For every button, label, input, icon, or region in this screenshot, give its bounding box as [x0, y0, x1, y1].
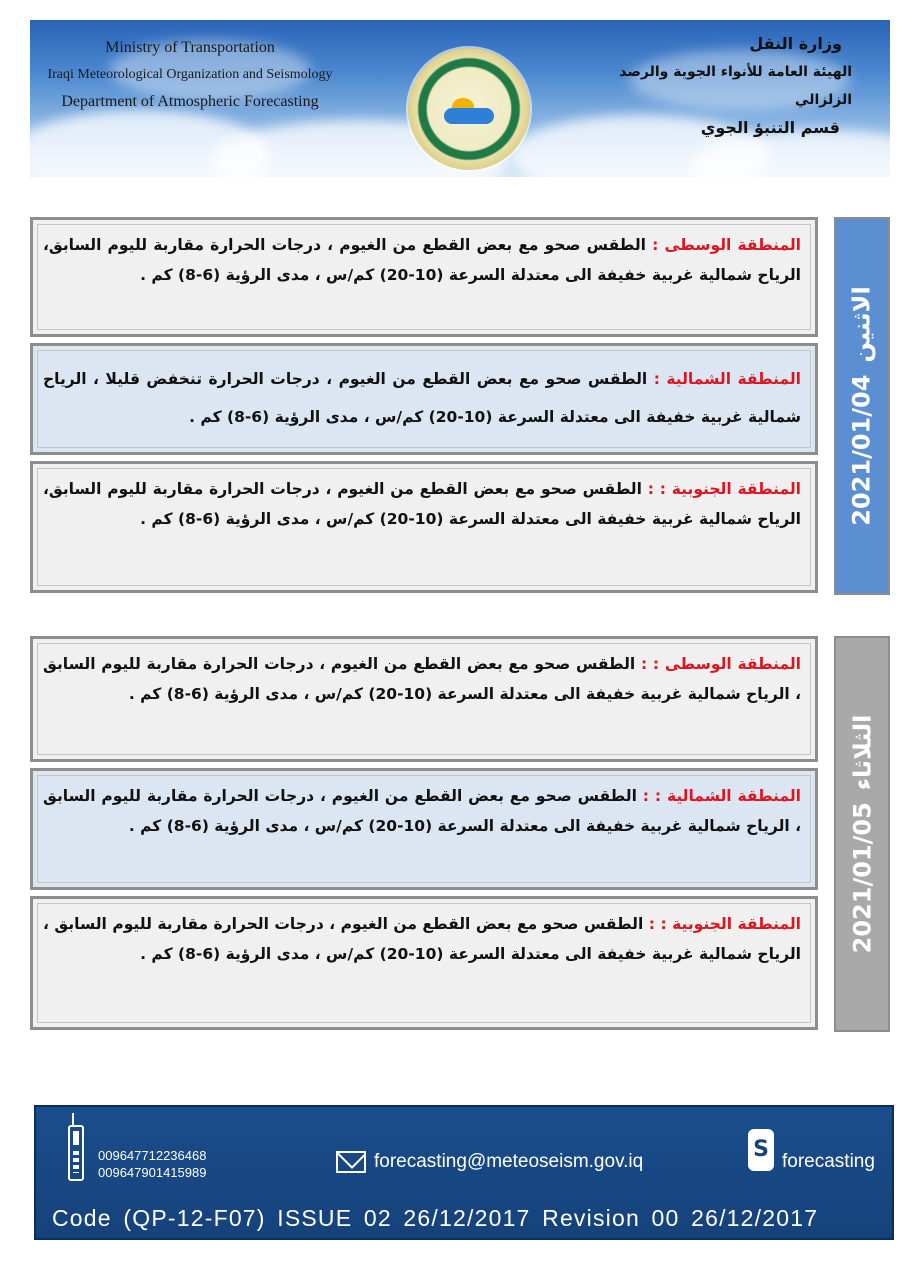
- date-bar: [834, 217, 890, 595]
- forecast-day-1: [30, 217, 890, 595]
- forecast-text: الطقس صحو مع بعض القطع من الغيوم ، درجات الحرارة مقاربة لليوم السابق، الرياح شمالية غربية خفيفة الى معتدلة السرعة (10-20) كم/س ، مدى الرؤية (6-8) كم .: [43, 480, 801, 528]
- forecast-text: الطقس صحو مع بعض القطع من الغيوم ، درجات الحرارة مقاربة لليوم السابق ، الرياح شمالية غربية خفيفة الى معتدلة السرعة (10-20) كم/س ، مدى الرؤية (6-8) كم .: [43, 655, 801, 703]
- forecast-paragraph: [43, 230, 801, 290]
- footer-contact-bar: [34, 1105, 894, 1240]
- organization-name-ar: الهيئة العامة للأنواء الجوية والرصد الزلزالي: [619, 64, 852, 108]
- region-label: المنطقة الوسطى :: [652, 236, 801, 254]
- forecast-paragraph: [43, 781, 801, 841]
- date-label: [848, 715, 876, 954]
- forecast-day-2: [30, 636, 890, 1032]
- forecast-text: الطقس صحو مع بعض القطع من الغيوم ، درجات الحرارة مقاربة لليوم السابق، الرياح شمالية غربية خفيفة الى معتدلة السرعة (10-20) كم/س ، مدى الرؤية (6-8) كم .: [43, 236, 801, 284]
- ministry-name-en: Ministry of Transportation: [105, 39, 275, 56]
- forecast-paragraph: [43, 909, 801, 969]
- date-bar: [834, 636, 890, 1032]
- skype-icon: S: [748, 1129, 774, 1171]
- header-banner: [30, 20, 890, 177]
- date-label: [848, 286, 876, 525]
- english-header-text: [40, 34, 340, 115]
- region-label: المنطقة الشمالية : :: [642, 787, 801, 805]
- envelope-icon: [336, 1151, 366, 1173]
- date-value: 2021/01/04: [848, 374, 876, 526]
- region-box-north: [30, 343, 818, 455]
- forecast-paragraph: [43, 649, 801, 709]
- arabic-header-text: [592, 30, 852, 142]
- forecast-paragraph: [43, 474, 801, 534]
- forecast-text: الطقس صحو مع بعض القطع من الغيوم ، درجات الحرارة تنخفض قليلا ، الرياح شمالية غربية خفيفة الى معتدلة السرعة (10-20) كم/س ، مدى الرؤية (6-8) كم .: [43, 370, 801, 426]
- day-name: الاثنين: [848, 286, 876, 363]
- ministry-name-ar: وزارة النقل: [749, 34, 842, 53]
- phone-number[interactable]: 009647901415989: [98, 1165, 207, 1180]
- email-link[interactable]: forecasting@meteoseism.gov.iq: [374, 1151, 644, 1172]
- region-label: المنطقة الوسطى : :: [640, 655, 801, 673]
- phone-number[interactable]: 009647712236468: [98, 1148, 207, 1163]
- region-label: المنطقة الجنوبية : :: [647, 480, 801, 498]
- organization-name-en: Iraqi Meteorological Organization and Seismology: [47, 67, 333, 82]
- organization-seal-logo: [408, 48, 530, 170]
- document-code-line: Code (QP-12-F07) ISSUE 02 26/12/2017 Revision 00 26/12/2017: [52, 1205, 819, 1231]
- region-label: المنطقة الشمالية :: [653, 370, 801, 388]
- date-value: 2021/01/05: [848, 802, 876, 954]
- day-name: الثلاثاء: [848, 714, 876, 791]
- department-name-ar: قسم التنبؤ الجوي: [700, 118, 840, 137]
- region-box-south: [30, 461, 818, 593]
- region-label: المنطقة الجنوبية : :: [648, 915, 801, 933]
- region-box-south: [30, 896, 818, 1030]
- department-name-en: Department of Atmospheric Forecasting: [61, 93, 319, 110]
- region-box-central: [30, 636, 818, 762]
- forecast-text: الطقس صحو مع بعض القطع من الغيوم ، درجات الحرارة مقاربة لليوم السابق ، الرياح شمالية غربية خفيفة الى معتدلة السرعة (10-20) كم/س ، مدى الرؤية (6-8) كم .: [43, 915, 801, 963]
- skype-handle[interactable]: forecasting: [782, 1151, 875, 1172]
- forecast-paragraph: [43, 360, 801, 436]
- cloud-icon: [444, 108, 494, 124]
- mobile-phone-icon: [68, 1125, 84, 1181]
- forecast-text: الطقس صحو مع بعض القطع من الغيوم ، درجات الحرارة مقاربة لليوم السابق ، الرياح شمالية غربية خفيفة الى معتدلة السرعة (10-20) كم/س ، مدى الرؤية (6-8) كم .: [43, 787, 801, 835]
- region-box-north: [30, 768, 818, 890]
- region-box-central: [30, 217, 818, 337]
- phone-numbers: [98, 1147, 206, 1181]
